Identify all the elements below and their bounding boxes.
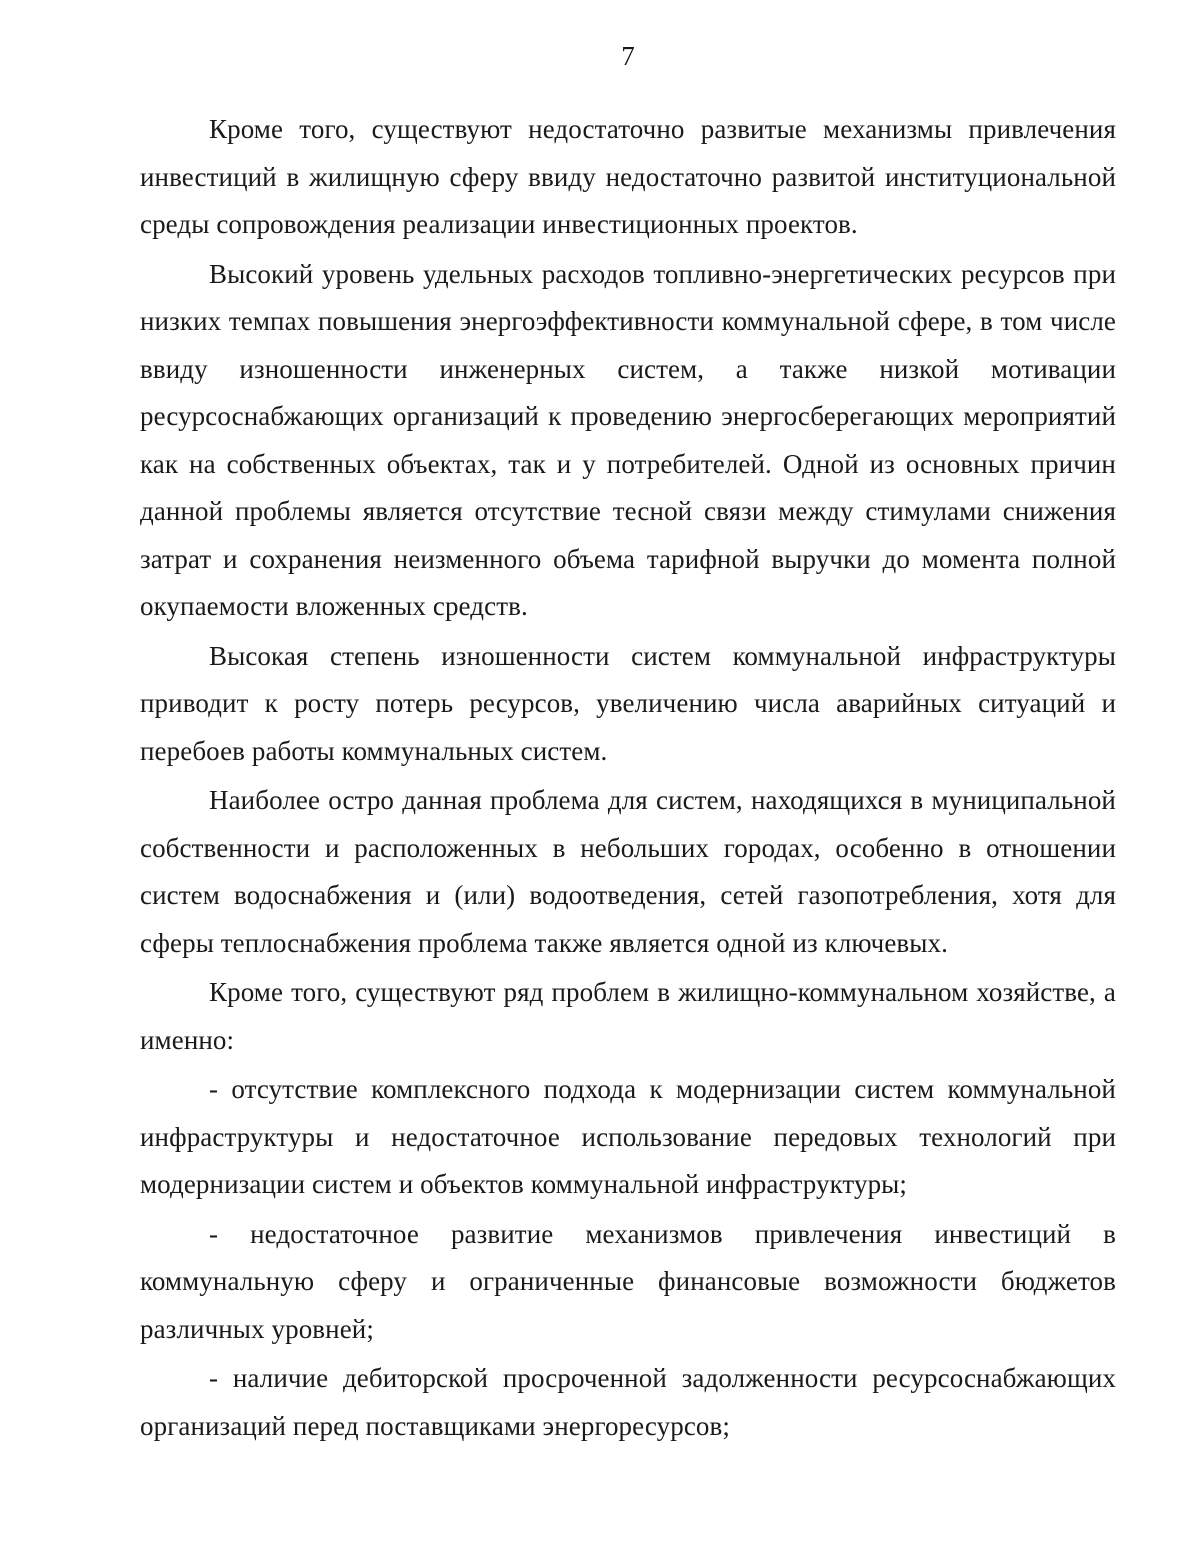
- paragraph-investment-mechanisms: Кроме того, существуют недостаточно развитые механизмы привлечения инвестиций в жилищную сферу ввиду недостаточно развитой институциональной среды сопровождения реализации инвестиционных проектов.: [140, 114, 1116, 239]
- paragraph-municipal-systems: Наиболее остро данная проблема для систем, находящихся в муниципальной собственности и расположенных в небольших городах, особенно в отношении систем водоснабжения и (или) водоотведения, сетей газопотребления, хотя для сферы теплоснабжения проблема также является одной из ключевых.: [140, 785, 1116, 958]
- paragraph-problems-intro: Кроме того, существуют ряд проблем в жилищно-коммунальном хозяйстве, а именно:: [140, 977, 1116, 1055]
- paragraph-energy-resources: Высокий уровень удельных расходов топливно-энергетических ресурсов при низких темпах повышения энергоэффективности коммунальной сфере, в том числе ввиду изношенности инженерных систем, а также низкой мотивации ресурсоснабжающих организаций к проведению энергосберегающих мероприятий как на собственных объектах, так и у потребителей. Одной из основных причин данной проблемы является отсутствие тесной связи между стимулами снижения затрат и сохранения неизменного объема тарифной выручки до момента полной окупаемости вложенных средств.: [140, 258, 1116, 621]
- page-number: 7: [621, 41, 635, 71]
- list-item-investment-development: - недостаточное развитие механизмов привлечения инвестиций в коммунальную сферу и ограниченные финансовые возможности бюджетов различных уровней;: [140, 1218, 1116, 1344]
- list-item-comprehensive-approach: - отсутствие комплексного подхода к модернизации систем коммунальной инфраструктуры и недостаточное использование передовых технологий при модернизации систем и объектов коммунальной инфраструктуры;: [140, 1074, 1116, 1199]
- list-item-receivables-debt: - наличие дебиторской просроченной задолженности ресурсоснабжающих организаций перед поставщиками энергоресурсов;: [140, 1363, 1116, 1441]
- paragraph-infrastructure-wear: Высокая степень изношенности систем коммунальной инфраструктуры приводит к росту потерь ресурсов, увеличению числа аварийных ситуаций и перебоев работы коммунальных систем.: [140, 640, 1116, 766]
- document-body: [140, 106, 1116, 1452]
